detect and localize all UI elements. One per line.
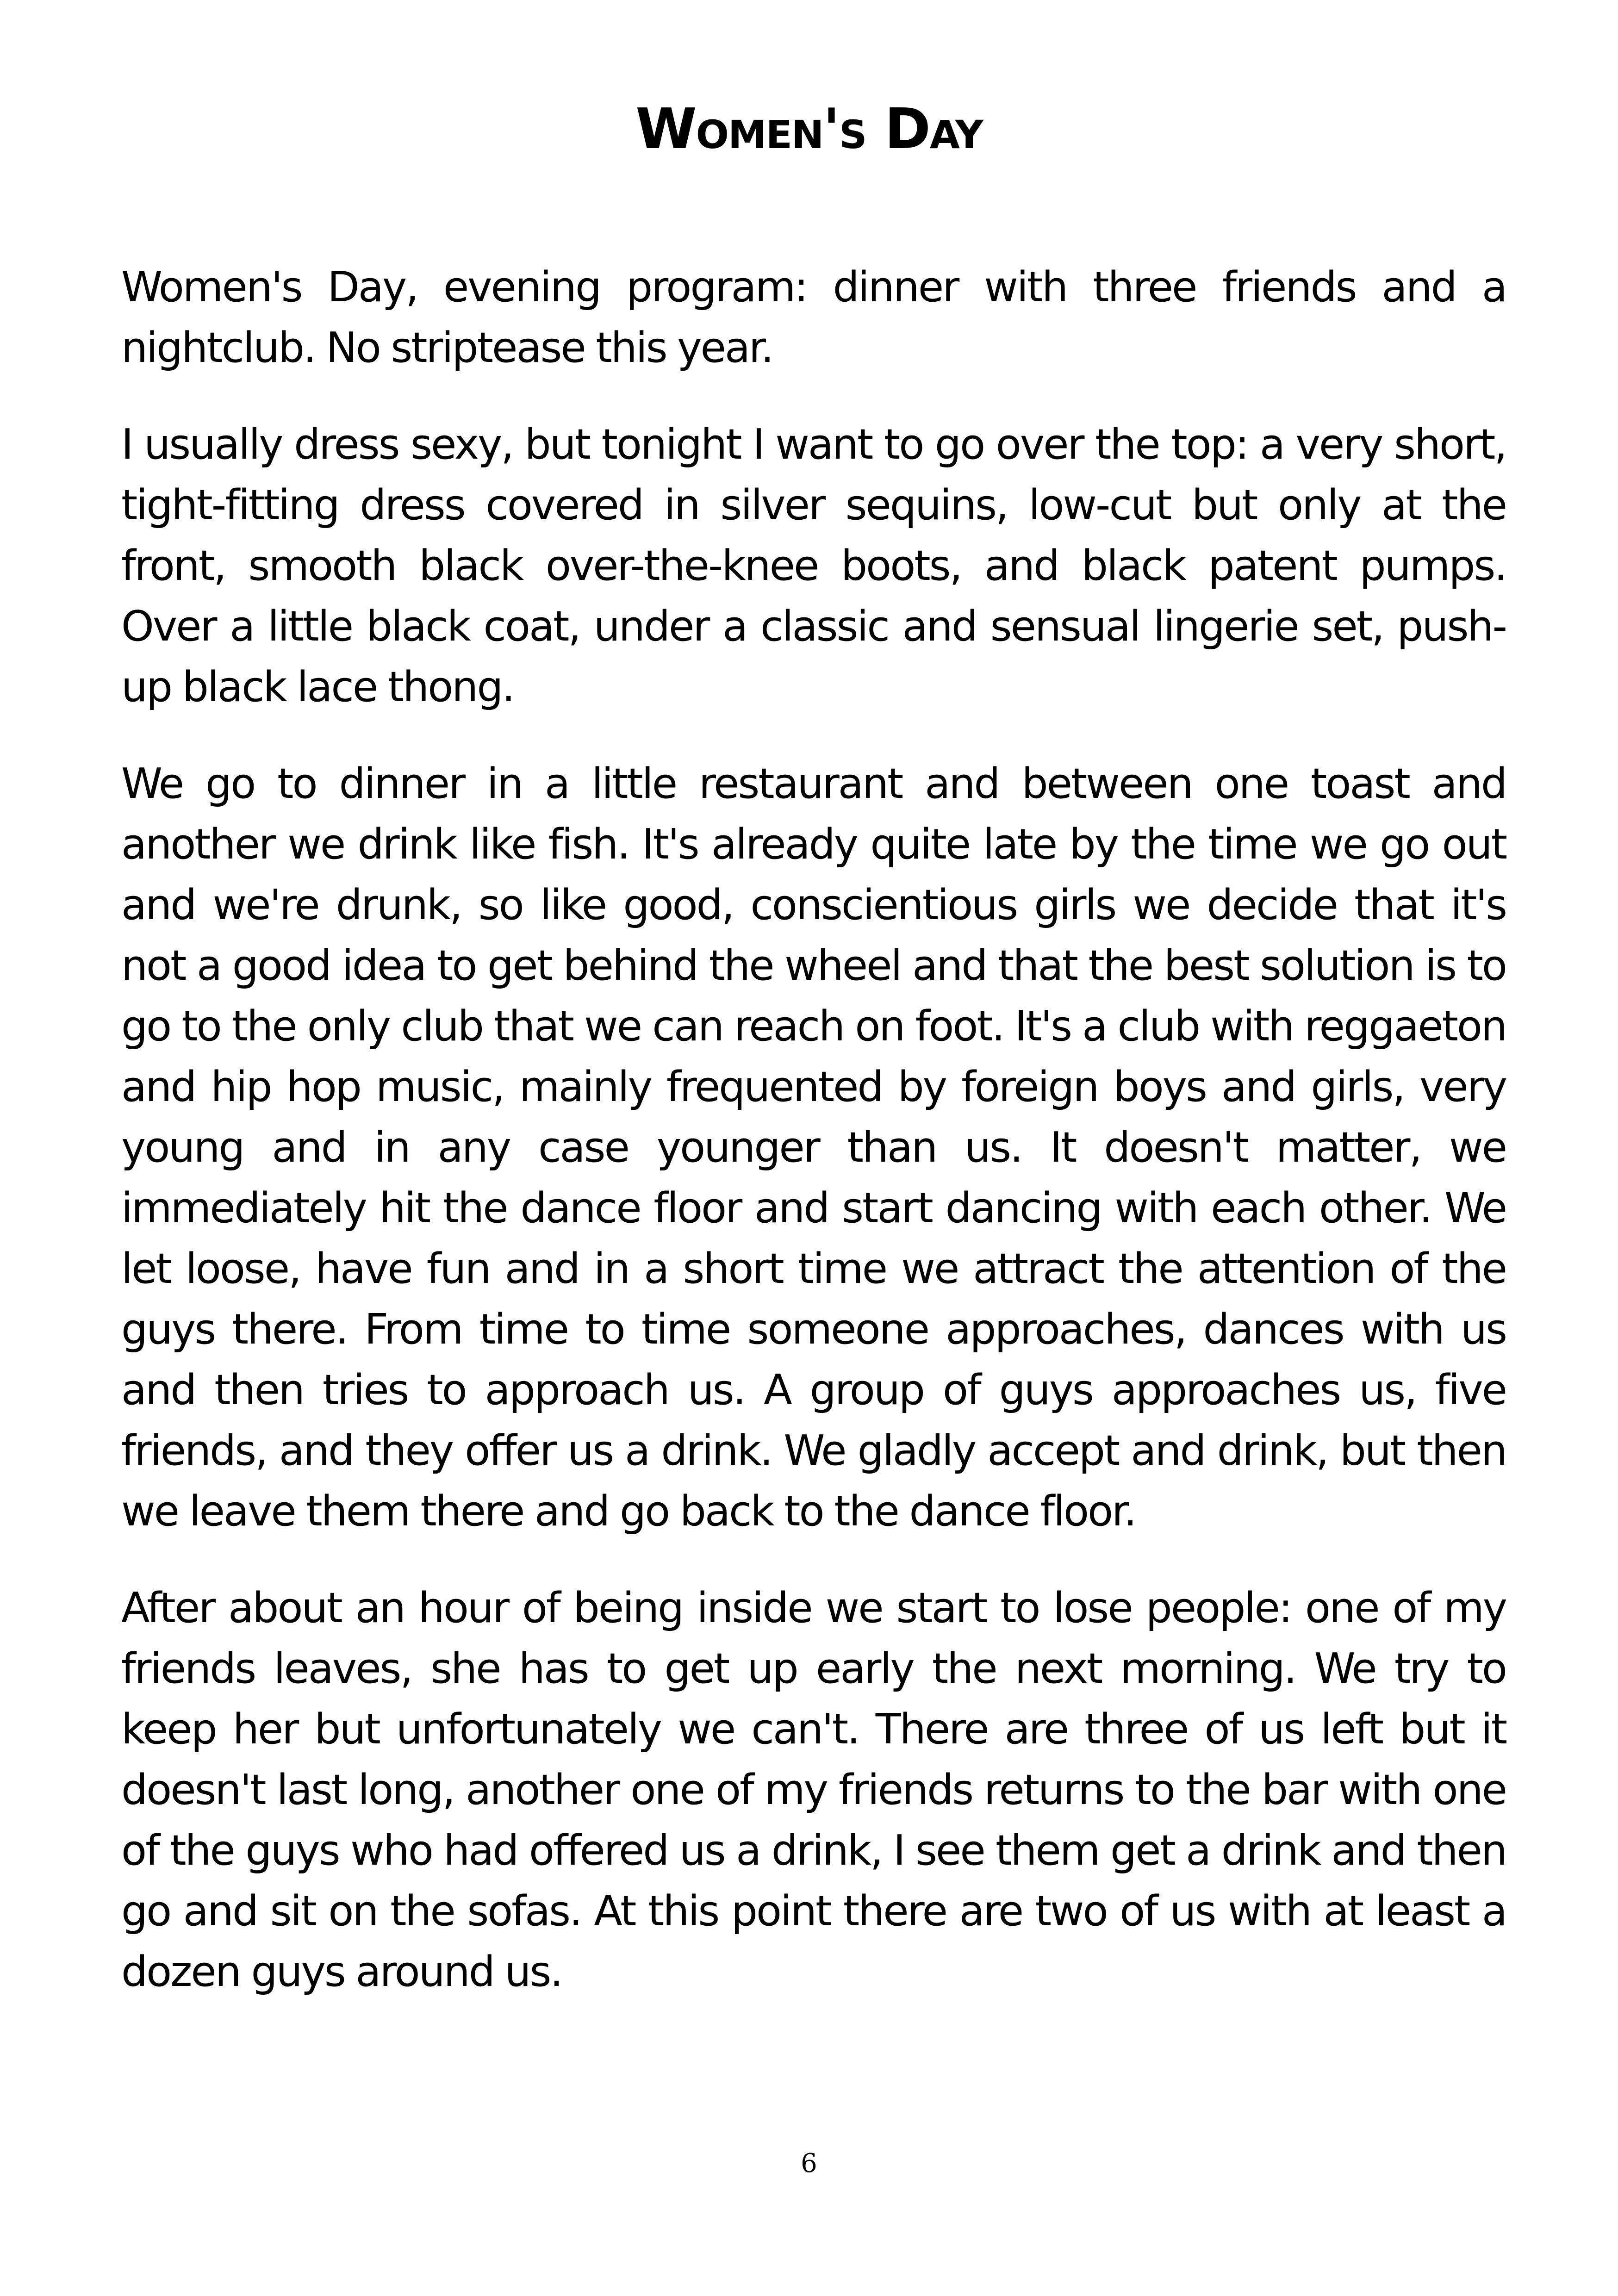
page-title: Women's Day (635, 97, 983, 162)
page-number: 6 (801, 2148, 817, 2178)
body-text (121, 257, 1506, 2038)
paragraph-3: We go to dinner in a little restaurant and between one toast and another we drink like fish. It's already quite late by the time we go out and we're drunk, so like good, conscientious girls we decide that it's not a good idea to get behind the wheel and that the best solution is to go to the only club that we can reach on foot. It's a club with reggaeton and hip hop music, mainly frequented by foreign boys and girls, very young and in any case younger than us. It doesn't matter, we immediately hit the dance floor and start dancing with each other. We let loose, have fun and in a short time we attract the attention of the guys there. From time to time someone approaches, dances with us and then tries to approach us. A group of guys approaches us, five friends, and they offer us a drink. We gladly accept and drink, but then we leave them there and go back to the dance floor. (121, 759, 1506, 1536)
paragraph-4: After about an hour of being inside we start to lose people: one of my friends leaves, she has to get up early the next morning. We try to keep her but unfortunately we can't. There are three of us left but it doesn't last long, another one of my friends returns to the bar with one of the guys who had offered us a drink, I see them get a drink and then go and sit on the sofas. At this point there are two of us with at least a dozen guys around us. (121, 1584, 1506, 1996)
paragraph-2: I usually dress sexy, but tonight I want to go over the top: a very short, tight-fitting dress covered in silver sequins, low-cut but only at the front, smooth black over-the-knee boots, and black patent pumps. Over a little black coat, under a classic and sensual lingerie set, push-up black lace thong. (121, 420, 1506, 711)
paragraph-1: Women's Day, evening program: dinner with three friends and a nightclub. No striptease this year. (121, 263, 1506, 372)
